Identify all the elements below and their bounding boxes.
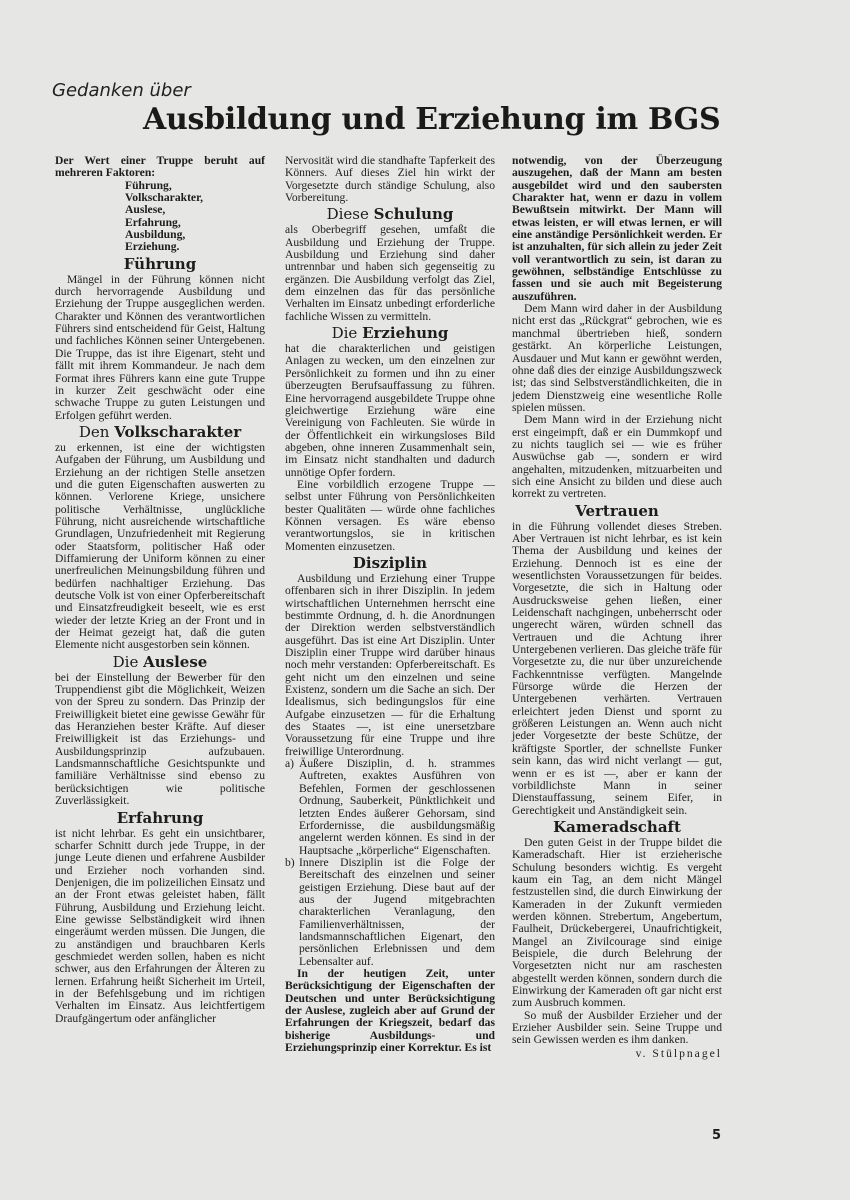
section-heading-text: Vertrauen xyxy=(575,501,659,520)
paragraph: Nervosität wird die standhafte Tapferkeit des Könners. Auf dieses Ziel hin wirkt der Vorgesetzte durch ständige Schulung, also Vorbereitung. xyxy=(285,154,495,205)
section-heading xyxy=(285,325,495,342)
paragraph: hat die charakterlichen und geistigen Anlagen zu wecken, um den einzelnen zur Persönlichkeit zu formen und ihn zu einer überzeugten Berufsauffassung zu führen. Eine hervorragend ausgebildete Truppe ohne gleichwertige Erziehung wäre eine Vereinigung von Fachleuten. Sie würde in der Öffentlichkeit ein wirkungsloses Bild abgeben, ohne inneren Zusammenhalt sein, im Einsatz nicht standhalten und dadurch unnötige Opfer fordern. xyxy=(285,342,495,479)
paragraph: Ausbildung und Erziehung einer Truppe offenbaren sich in ihrer Disziplin. In jedem wirtschaftlichen Unternehmen herrscht eine bestimmte Ordnung, d. h. die Anordnungen der Direktion werden selbstverständlich ausgeführt. Das ist eine Art Disziplin. Unter Disziplin einer Truppe wird darüber hinaus noch mehr verstanden: Opferbereitschaft. Es geht nicht um den einzelnen und seine Existenz, sondern um die Sache an sich. Der Idealismus, sich bedingungslos für eine Aufgabe einzusetzen — für die Erhaltung des Staates —, ist eine unersetzbare Voraussetzung für eine Truppe und ihre freiwillige Unterordnung. xyxy=(285,571,495,758)
section-heading xyxy=(55,424,265,441)
section-heading-prefix: Die xyxy=(112,652,144,671)
section-heading xyxy=(55,256,265,273)
paragraph: zu erkennen, ist eine der wichtigsten Aufgaben der Führung, um Ausbildung und Erziehung an der richtigen Stelle ansetzen und die guten Eigenschaften auswerten zu können. Verlorene Kriege, unsichere politische Verhältnisse, unglückliche Führung, nicht ausreichende wirtschaftliche Grundlagen, Unzufriedenheit mit Regierung oder Staatsform, politischer Haß oder Diffamierung der Uniform können zu einer unerfreulichen Meinungsbildung führen und bedürfen nachhaltiger Erziehung. Das deutsche Volk ist von einer Opferbereitschaft und Einsatzfreudigkeit beseelt, wie es erst wieder der letzte Krieg an der Front und in der Heimat gezeigt hat, daß die guten Elemente nicht ausgestorben sein können. xyxy=(55,440,265,652)
paragraph: Mängel in der Führung können nicht durch hervorragende Ausbildung und Erziehung der Truppe ausgeglichen werden. Charakter und Können des verantwortlichen Führers sind entscheidend für Geist, Haltung und fachliches Können seiner Untergebenen. Die Truppe, das ist ihre Eigenart, steht und fällt mit ihrem Kommandeur. Je nach dem Format ihres Führers kann eine gute Truppe in kurzer Zeit geschwächt oder eine schwache Truppe zu guten Leistungen und Erfolgen geführt werden. xyxy=(55,272,265,422)
column-right xyxy=(512,155,722,1060)
column-left xyxy=(55,155,265,1025)
section-heading-prefix: Die xyxy=(331,324,363,343)
section-heading-text: Führung xyxy=(123,254,197,273)
factor-item: Volkscharakter, xyxy=(125,191,204,205)
paragraph: So muß der Ausbilder Erzieher und der Erzieher Ausbilder sein. Seine Truppe und sein Gewissen werden es ihm danken. xyxy=(512,1008,722,1047)
section-heading xyxy=(512,819,722,836)
list-item xyxy=(285,857,495,968)
factor-item: Erfahrung, xyxy=(125,215,181,229)
section-heading-prefix: Diese xyxy=(326,205,374,224)
list-item-text: Äußere Disziplin, d. h. strammes Auftreten, exaktes Ausführen von Befehlen, Formen der geschlossenen Ordnung, Sauberkeit, Pünktlichkeit und letzten Endes äußerer Gehorsam, sind Erfordernisse, die ausbildungsmäßig angelernt werden können. Es sind in der Hauptsache „körperliche“ Eigenschaften. xyxy=(299,757,495,857)
article-kicker: Gedanken über xyxy=(52,80,191,101)
paragraph: Den guten Geist in der Truppe bildet die Kameradschaft. Hier ist erzieherische Schulung besonders wichtig. Es vergeht kaum ein Tag, an dem nicht Mängel festzustellen sind, die durch Einwirkung der Kameraden in der Zukunft vermieden werden können. Strebertum, Angebertum, Faulheit, Drückebergerei, Unaufrichtigkeit, Mangel an Zivilcourage sind einige Beispiele, die durch Belehrung der Vorgesetzten nicht nur am raschesten abgestellt werden können, sondern durch die Einwirkung der Kameraden oft gar nicht erst zum Ausbruch kommen. xyxy=(512,835,722,1010)
bold-paragraph: In der heutigen Zeit, unter Berücksichtigung der Eigenschaften der Deutschen und unter Berücksichtigung der Auslese, zugleich aber auf Grund der Erfahrungen der Kriegszeit, bedarf das bisherige Ausbildungs- und Erziehungsprinzip einer Korrektur. Es ist xyxy=(285,966,495,1055)
section-heading xyxy=(285,206,495,223)
column-middle xyxy=(285,155,495,1054)
section-heading-text: Disziplin xyxy=(352,553,428,572)
section-heading xyxy=(55,654,265,671)
section-heading-text: Erziehung xyxy=(362,324,449,343)
bold-paragraph: Der Wert einer Truppe beruht auf mehreren Faktoren: xyxy=(55,154,265,180)
section-heading xyxy=(512,503,722,520)
bold-paragraph: notwendig, von der Überzeugung auszugehen, daß der Mann am besten ausgebildet wird und den saubersten Charakter hat, wenn er dazu in vollem Bewußtsein mitwirkt. Der Mann will etwas leisten, er will etwas lernen, er will eine anständige Persönlichkeit werden. Er ist anzuhalten, für sich allein zu jeder Zeit voll verantwortlich zu sein, ist daran zu gewöhnen, selbständige Entschlüsse zu fassen und sie auch mit Begeisterung auszuführen. xyxy=(512,154,722,303)
section-heading-text: Erfahrung xyxy=(116,808,204,827)
list-item xyxy=(285,758,495,857)
section-heading-text: Kameradschaft xyxy=(553,817,681,836)
section-heading-text: Volkscharakter xyxy=(114,422,242,441)
author-signature: v. Stülpnagel xyxy=(635,1046,722,1060)
section-heading xyxy=(285,555,495,572)
list-marker: b) xyxy=(285,855,295,869)
section-heading-text: Schulung xyxy=(373,205,454,224)
factor-list xyxy=(125,180,265,254)
section-heading-text: Auslese xyxy=(143,652,208,671)
factor-item: Erziehung. xyxy=(125,240,180,254)
paragraph: Eine vorbildlich erzogene Truppe — selbst unter Führung von Persönlichkeiten bester Qualitäten — würde ohne fachliches Können versagen. Es wäre ebenso verantwortungslos, sie in kritischen Momenten einzusetzen. xyxy=(285,477,495,553)
paragraph: Dem Mann wird daher in der Ausbildung nicht erst das „Rückgrat“ gebrochen, wie es manchmal übertrieben hieß, sondern gestärkt. An körperliche Leistungen, Ausdauer und Mut kann er gewöhnt werden, ohne daß dies der einzige Ausbildungszweck ist; das sind Selbstverständlichkeiten, die in jedem Dienstzweig eine wesentliche Rolle spielen müssen. xyxy=(512,302,722,414)
factor-item: Ausbildung, xyxy=(125,228,186,242)
factor-item: Führung, xyxy=(125,178,172,192)
page-number: 5 xyxy=(712,1128,722,1143)
list-item-text: Innere Disziplin ist die Folge der Bereitschaft des einzelnen und seiner geistigen Erziehung. Diese baut auf der aus der Jugend mitgebrachten charakterlichen Veranlagung, den Familienverhältnissen, der landsmannschaftlichen Eigenart, den persönlichen Erlebnissen und dem Lebensalter auf. xyxy=(299,855,495,968)
paragraph: in die Führung vollendet dieses Streben. Aber Vertrauen ist nicht lehrbar, es ist kein Thema der Ausbildung und keines der Erziehung. Dennoch ist es eine der wesentlichsten Voraussetzungen für beides. Vorgesetzte, die sich in Haltung oder Ausdrucksweise gehen ließen, einer Leidenschaft nachgingen, unbeherrscht oder ungerecht wären, würden schnell das Vertrauen und die Achtung ihrer Untergebenen verlieren. Das gleiche träfe für Vorgesetzte zu, die nur über unzureichende Fachkenntnisse verfügten. Mangelnde Fürsorge würde die Herzen der Untergebenen verhärten. Vertrauen erleichtert jeden Dienst und spornt zu größeren Leistungen an. Wenn auch nicht jeder Vorgesetzte der beste Schütze, der kräftigste Sportler, der schnellste Funker sein kann, das wird nicht verlangt — gut, wenn er es ist —, aber er kann der vorbildlichste Mann in seiner Dienstauffassung, seinem Eifer, in Gerechtigkeit und Anständigkeit sein. xyxy=(512,519,722,817)
paragraph: Dem Mann wird in der Erziehung nicht erst eingeimpft, daß er ein Dummkopf und zu nichts tauglich sei — wie es früher Auswüchse gab —, sondern er wird angehalten, mitzudenken, mitzuarbeiten und sich eine Ansicht zu bilden und diese auch korrekt zu vertreten. xyxy=(512,413,722,501)
article-title: Ausbildung und Erziehung im BGS xyxy=(143,102,721,137)
paragraph: ist nicht lehrbar. Es geht ein unsichtbarer, scharfer Schnitt durch jede Truppe, in der junge Leute dienen und erfahrene Ausbilder und Erzieher noch vorhanden sind. Denjenigen, die im polizeilichen Einsatz und an der Front etwas geleistet haben, fällt Führung, Ausbildung und Erziehung leicht. Eine gewisse Selbständigkeit wird ihnen eingeräumt werden müssen. Die Jungen, die zu anständigen und brauchbaren Kerls geschmiedet werden sollen, haben es nicht schwer, aus den Erfahrungen der Älteren zu lernen. Erfahrung heißt Sicherheit im Urteil, in der Befehlsgebung und im richtigen Verhalten im Einsatz. Aus leichtfertigem Draufgängertum oder anfänglicher xyxy=(55,826,265,1025)
section-heading-prefix: Den xyxy=(78,422,115,441)
list-marker: a) xyxy=(285,757,295,771)
factor-item: Auslese, xyxy=(125,203,166,217)
paragraph: bei der Einstellung der Bewerber für den Truppendienst gibt die Möglichkeit, Weizen von der Spreu zu sondern. Das Prinzip der Freiwilligkeit bietet eine gewisse Gewähr für das Heranziehen bester Kräfte. Auf dieser Freiwilligkeit ist das Erziehungs- und Ausbildungsprinzip aufzubauen. Landsmannschaftliche Gesichtspunkte und familiäre Verhältnisse sind ebenso zu berücksichtigen wie politische Zuverlässigkeit. xyxy=(55,670,265,808)
paragraph: als Oberbegriff gesehen, umfaßt die Ausbildung und Erziehung der Truppe. Ausbildung und Erziehung sind daher untrennbar und haben sich gegenseitig zu ergänzen. Die Ausbildung verfolgt das Ziel, dem einzelnen das für das persönliche Verhalten im Einsatz unbedingt erforderliche fachliche Wissen zu vermitteln. xyxy=(285,223,495,323)
section-heading xyxy=(55,810,265,827)
